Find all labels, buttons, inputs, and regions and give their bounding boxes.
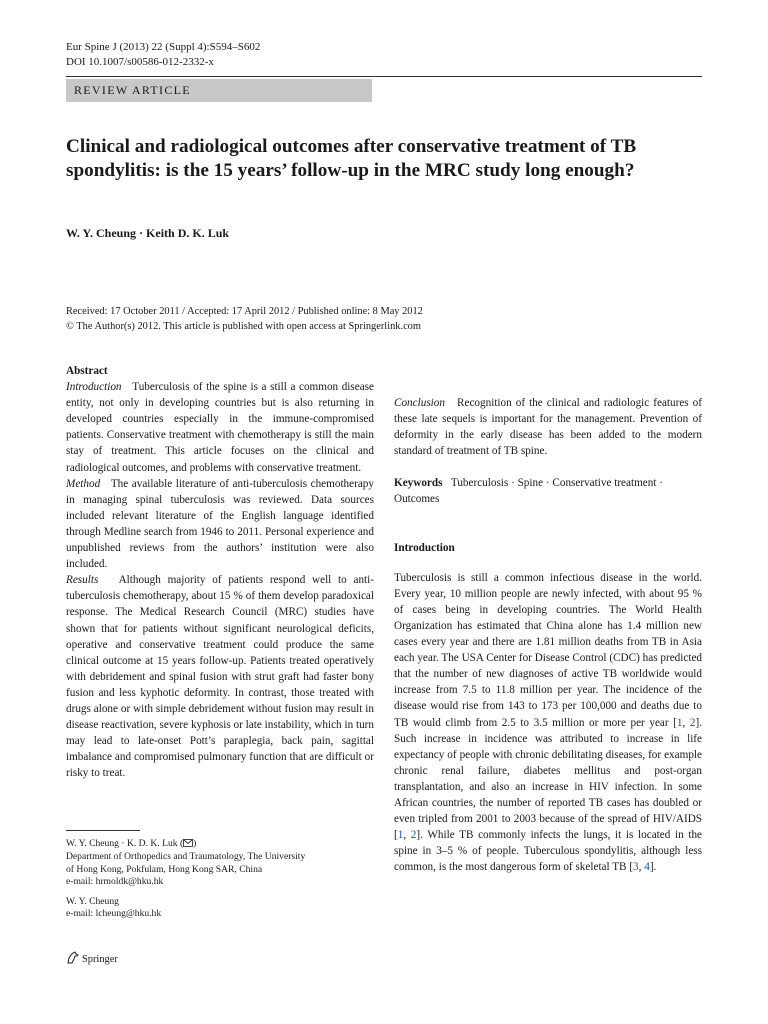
ref-link-3[interactable]: 3 xyxy=(633,861,639,874)
affil-paren: ) xyxy=(193,838,197,849)
publisher-name: Springer xyxy=(82,953,118,965)
keywords-text: Tuberculosis · Spine · Conservative treatment · Outcomes xyxy=(394,477,663,506)
ref-link-2[interactable]: 2 xyxy=(410,829,417,842)
ref-link-2[interactable]: 2 xyxy=(689,716,696,729)
doi-line: DOI 10.1007/s00586-012-2332-x xyxy=(66,56,214,68)
intro-text-2: ]. Such increase in incidence was attributed to increase in life expectancy of people with chronic debilitating diseases, for example chronic renal failure, diabetes mellitus and post-organ transplantation, and also an increase in HIV infection. In some African countries, the number of reported TB cases has doubled or even tripled from 2001 to 2003 because of the spread of HIV/AIDS [ xyxy=(394,716,702,842)
abstract-introduction xyxy=(66,379,374,476)
article-type-banner: REVIEW ARTICLE xyxy=(66,79,372,102)
ref-link-1[interactable]: 1 xyxy=(397,829,404,842)
department-line-2: of Hong Kong, Pokfulam, Hong Kong SAR, China xyxy=(66,863,263,875)
abstract-results xyxy=(66,572,374,781)
envelope-icon[interactable] xyxy=(183,839,193,851)
intro-text-4: ]. xyxy=(649,861,657,874)
keywords xyxy=(394,475,702,507)
abstract-method xyxy=(66,476,374,573)
dates-line: Received: 17 October 2011 / Accepted: 17 April 2012 / Published online: 8 May 2012 xyxy=(66,306,423,317)
ref-link-1[interactable]: 1 xyxy=(676,716,683,729)
abstract-conclusion-para xyxy=(394,395,702,459)
abstract-results-label: Results xyxy=(66,574,99,587)
right-column-content xyxy=(394,395,702,875)
header-rule xyxy=(66,76,702,77)
journal-citation xyxy=(66,40,260,70)
abstract-introduction-label: Introduction xyxy=(66,381,122,394)
department-line-1: Department of Orthopedics and Traumatology, The University xyxy=(66,851,306,863)
affil-names: W. Y. Cheung · K. D. K. Luk ( xyxy=(66,838,184,849)
left-column xyxy=(66,363,374,781)
intro-text-3: ]. While TB commonly infects the lungs, it is located in the spine in 3–5 % of people. Tuberculous spondylitis, although less common, is the most dangerous form of skeletal TB [ xyxy=(394,829,703,874)
abstract-conclusion-label: Conclusion xyxy=(394,397,445,409)
copyright-line: © The Author(s) 2012. This article is published with open access at Springerlink.com xyxy=(66,321,421,332)
ref-sep: , xyxy=(682,716,690,729)
spacer xyxy=(66,888,374,896)
second-author-name: W. Y. Cheung xyxy=(66,896,119,908)
intro-text-1: Tuberculosis is still a common infectious disease in the world. Every year, 10 million people are newly infected, with about 95 % of cases being in developing countries. The World Health Organization has estimated that China alone has 1.4 million new cases every year and there are 1.81 million deaths from TB in Asia each year. The USA Center for Disease Control (CDC) has predicted that the number of new diagnoses of active TB worldwide would increase from 7.5 to 11.8 million per year. The incidence of the disease would rise from 143 to 173 per 100,000 and deaths due to TB would climb from 2.5 to 3.5 million or more per year [ xyxy=(394,571,702,729)
corresponding-authors xyxy=(66,838,374,851)
citation-line-1: Eur Spine J (2013) 22 (Suppl 4):S594–S602 xyxy=(66,41,261,53)
email-1[interactable]: e-mail: hrmoldk@hku.hk xyxy=(66,875,164,887)
ref-sep: , xyxy=(638,861,645,874)
keywords-label: Keywords xyxy=(394,477,443,490)
publisher-footer xyxy=(66,951,118,967)
abstract-method-label: Method xyxy=(66,477,101,490)
ref-sep: , xyxy=(403,829,411,842)
springer-horse-icon xyxy=(66,951,79,967)
abstract-introduction-text: Tuberculosis of the spine is a still a common disease entity, not only in developing countries but is also returning in developed countries especially in the immune-compromised patients. Conservative treatment with chemotherapy is still the main stay of treatment. This article focuses on the clinical and radiological outcomes, and problems with conservative treatment. xyxy=(66,381,375,474)
author-list: W. Y. Cheung · Keith D. K. Luk xyxy=(66,226,230,240)
introduction-heading: Introduction xyxy=(394,541,455,554)
affiliation-block xyxy=(66,838,374,921)
email-2[interactable]: e-mail: lcheung@hku.hk xyxy=(66,908,162,920)
publication-dates xyxy=(66,304,706,334)
abstract-heading: Abstract xyxy=(66,365,108,377)
abstract-method-text: The available literature of anti-tuberculosis chemotherapy in managing spinal tuberculosis was reviewed. Data sources included relevant literature of the English language identified through Medline search from 1946 to 2011. Personal experience and unpublished reviews from the authors’ institution were also included. xyxy=(66,477,374,571)
introduction-paragraph xyxy=(394,570,702,876)
affiliation-rule xyxy=(66,830,140,831)
abstract-results-text: Although majority of patients respond well to anti-tuberculosis chemotherapy, about 15 % of them develop paradoxical response. The Medical Research Council (MRC) studies have shown that for patients without significant neurological deficits, operative and conservative treatment could produce the same clinical outcome at 15 years follow-up. Patients treated operatively with debridement and spinal fusion with strut graft had faster bony fusion and less kyphotic deformity. In contrast, those treated with drugs alone or with simple debridement without fusion may result in disease reactivation, severe kyphosis or late instability, which in turn may lead to late-onset Pott’s paraplegia, back pain, sagittal imbalance and compromised pulmonary function that are difficult or risky to treat. xyxy=(66,574,374,780)
abstract-conclusion-text: Recognition of the clinical and radiologic features of these late sequels is important for the management. Prevention of deformity in the early disease has been added to the modern standard of treatment of TB spine. xyxy=(394,397,702,458)
ref-link-4[interactable]: 4 xyxy=(644,861,650,874)
article-title: Clinical and radiological outcomes after conservative treatment of TB spondylitis: is the 15 years’ follow-up in the MRC study long enough? xyxy=(66,136,637,181)
